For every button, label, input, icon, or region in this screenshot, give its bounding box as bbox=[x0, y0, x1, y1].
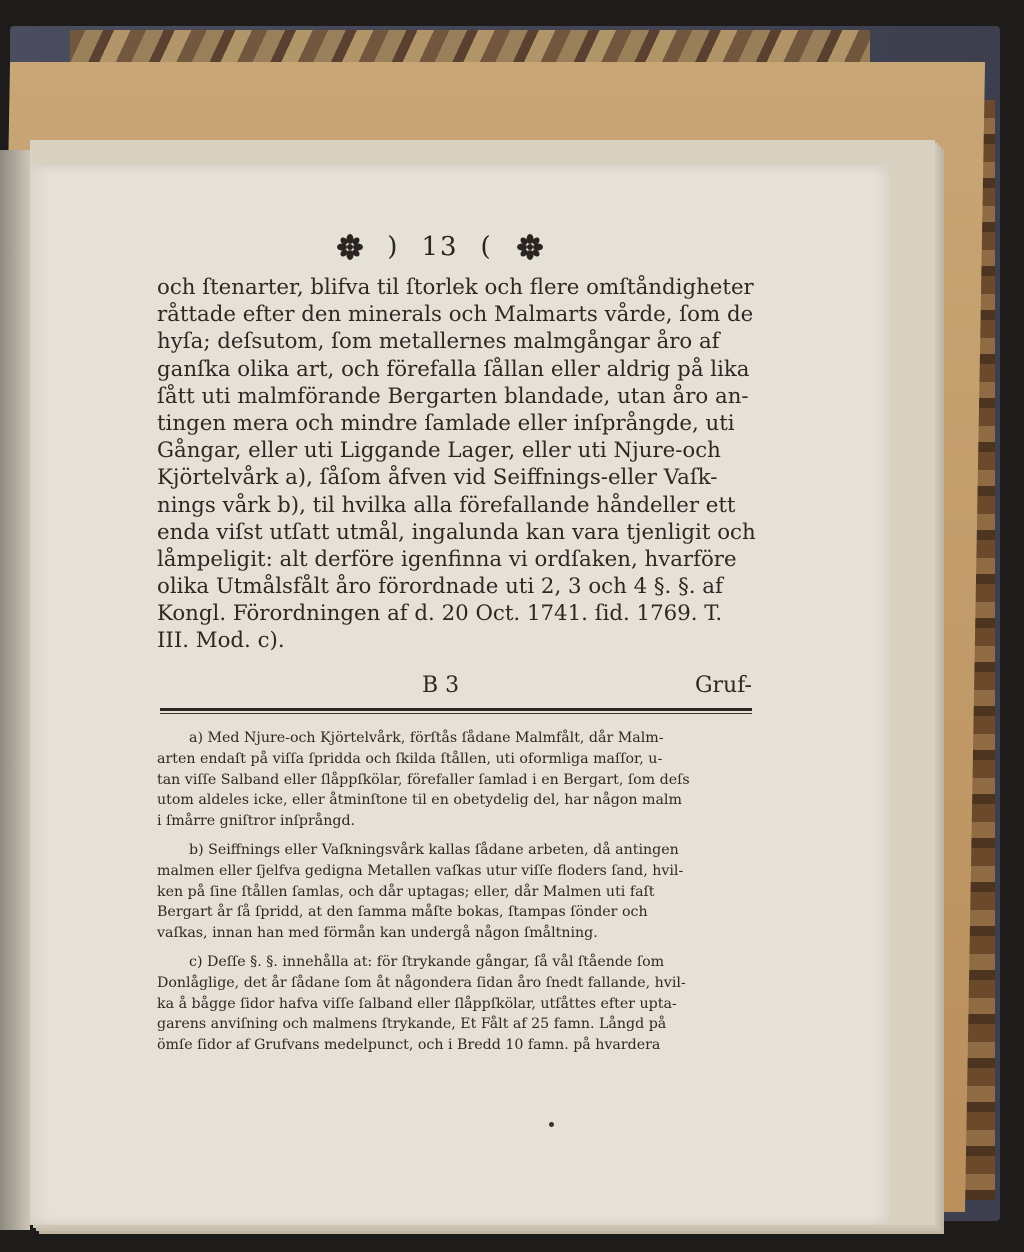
footnote-line: tan viſſe Salband eller ſlåppſkölar, förefaller ſamlad i en Bergart, ſom deſs bbox=[157, 771, 690, 788]
catchword: Gruf- bbox=[694, 672, 752, 698]
body-line: och ſtenarter, blifva til ſtorlek och flere omſtåndigheter bbox=[157, 275, 754, 300]
body-line: Gångar, eller uti Liggande Lager, eller uti Njure-och bbox=[157, 438, 721, 464]
body-text bbox=[157, 274, 756, 655]
footnote-rule bbox=[160, 708, 752, 711]
footnotes bbox=[157, 728, 757, 1064]
body-line: hyſa; deſsutom, ſom metallernes malmgångar åro af bbox=[157, 329, 720, 355]
body-line: låmpeligit: alt derföre igenfinna vi ordſaken, hvarföre bbox=[157, 546, 737, 572]
body-line: tingen mera och mindre ſamlade eller inſprångde, uti bbox=[157, 410, 735, 436]
signature-row bbox=[157, 670, 752, 700]
body-line: råttade efter den minerals och Malmarts vårde, ſom de bbox=[157, 302, 754, 328]
footnote-b bbox=[157, 840, 757, 944]
footnote-line: Donlåglige, det år ſådane ſom åt någondera ſidan åro ſnedt fallande, hvil- bbox=[157, 974, 686, 991]
footnote-line: vaſkas, innan han med förmån kan undergå någon ſmåltning. bbox=[157, 925, 598, 942]
footnote-line: i ſmårre gniſtror inſprångd. bbox=[157, 813, 356, 830]
footnote-line: Bergart år ſå ſpridd, at den ſamma måſte bokas, ſtampas ſönder och bbox=[157, 904, 648, 921]
page-number: 13 bbox=[421, 232, 459, 262]
ink-dot bbox=[549, 1122, 554, 1127]
left-page-edge bbox=[0, 150, 30, 1230]
footnote-line: arten endaſt på viſſa ſpridda och ſkilda ſtållen, uti oformliga maſſor, u- bbox=[157, 750, 663, 767]
footnote-line: b) Seiffnings eller Vaſkningsvårk kallas ſådane arbeten, då antingen bbox=[189, 841, 679, 858]
body-line: ſått uti malmförande Bergarten blandade, utan åro an- bbox=[157, 383, 749, 409]
header-left-bracket: ) bbox=[387, 232, 400, 262]
body-line: ganſka olika art, och förefalla ſållan eller aldrig på lika bbox=[157, 356, 750, 382]
footnote-line: a) Med Njure-och Kjörtelvårk, förſtås ſådane Malmfålt, dår Malm- bbox=[189, 730, 664, 746]
footnote-line: c) Deſſe §. §. innehålla at: för ſtrykande gångar, ſå vål ſtående ſom bbox=[189, 953, 665, 970]
flower-ornament-icon bbox=[515, 232, 545, 262]
body-line: Kongl. Förordningen af d. 20 Oct. 1741. ſid. 1769. T. bbox=[157, 601, 723, 627]
header-right-bracket: ( bbox=[480, 232, 493, 262]
footnote-line: ken på ſine ſtållen ſamlas, och dår uptagas; eller, dår Malmen uti faſt bbox=[157, 883, 655, 900]
footnote-line: ka å bågge ſidor hafva viſſe ſalband eller ſlåppſkölar, utſåttes efter upta- bbox=[157, 995, 677, 1012]
footnote-line: ömſe ſidor af Grufvans medelpunct, och i Bredd 10 famn. på hvardera bbox=[157, 1037, 661, 1054]
body-line: enda viſst utſatt utmål, ingalunda kan vara tjenligit och bbox=[157, 519, 756, 545]
running-header bbox=[280, 230, 600, 264]
body-line: Kjörtelvårk a), ſåſom åfven vid Seiffnings-eller Vaſk- bbox=[157, 465, 718, 491]
body-line: nings vårk b), til hvilka alla förefallande håndeller ett bbox=[157, 492, 736, 518]
footnote-line: malmen eller ſjelfva gedigna Metallen vaſkas utur viſſe floders ſand, hvil- bbox=[157, 862, 684, 879]
signature-mark: B 3 bbox=[422, 672, 460, 698]
footnote-line: utom aldeles icke, eller åtminſtone til en obetydelig del, har någon malm bbox=[157, 792, 682, 809]
footnote-a bbox=[157, 728, 757, 832]
footnote-c bbox=[157, 952, 757, 1056]
footnote-rule-thin bbox=[160, 713, 752, 714]
body-line: olika Utmålsfålt åro förordnade uti 2, 3 och 4 §. §. af bbox=[157, 574, 723, 600]
body-line: III. Mod. c). bbox=[157, 628, 285, 654]
footnote-line: garens anviſning och malmens ſtrykande, Et Fålt af 25 famn. Långd på bbox=[157, 1016, 667, 1033]
flower-ornament-icon bbox=[335, 232, 365, 262]
